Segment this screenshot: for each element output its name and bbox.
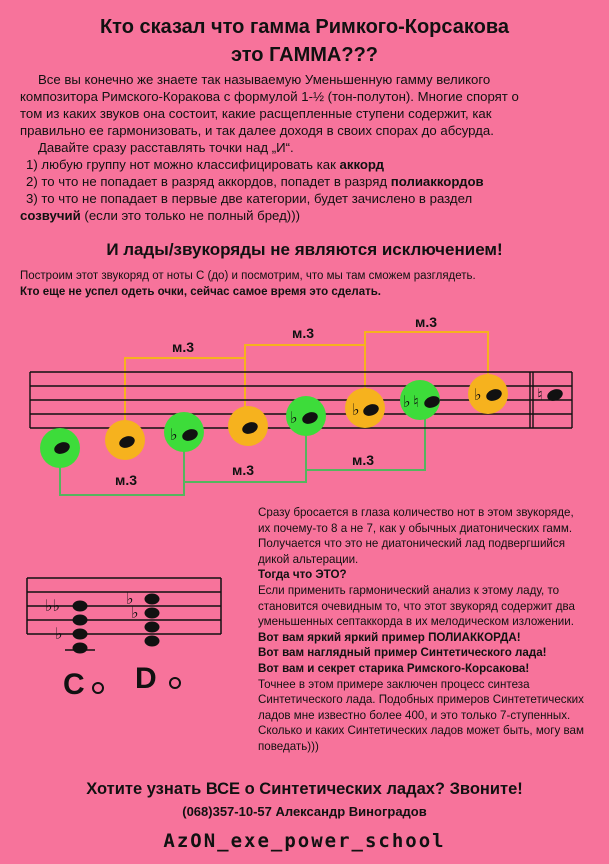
- chord-accidentals: [45, 589, 139, 643]
- intro-line: правильно ее гармонизовать, и так далее доходя в своих спорах до абсурда.: [20, 123, 494, 138]
- intro-block: [20, 71, 600, 224]
- intro-line: том из каких звуков она состоит, какие расщепленные ступени содержит, как: [20, 106, 492, 121]
- list-item-3-cont-text: (если это только не полный бред))): [80, 208, 300, 223]
- list-item-3-bold: созвучий: [20, 208, 81, 223]
- intro-line: Давайте сразу расставлять точки над „И“.: [38, 140, 294, 155]
- svg-text:♭: ♭: [352, 400, 360, 419]
- chord-c-label: C: [63, 668, 85, 701]
- analysis-exclamation-2: Вот вам наглядный пример Синтетического лада!: [258, 646, 547, 660]
- chord-c-noteheads: [73, 601, 88, 654]
- svg-text:♭: ♭: [131, 603, 139, 622]
- interval-label: м.3: [415, 314, 438, 330]
- svg-text:♮: ♮: [413, 392, 419, 411]
- scale-staff-diagram: [0, 300, 609, 510]
- list-item-2: [20, 173, 600, 190]
- svg-text:♮: ♮: [537, 385, 543, 404]
- svg-text:♭: ♭: [55, 624, 63, 643]
- interval-label: м.3: [172, 339, 195, 355]
- intro-line: композитора Римского-Коракова с формулой 1-½ (тон-полутон). Многие спорят о: [20, 89, 519, 104]
- svg-text:♭: ♭: [170, 425, 178, 444]
- analysis-exclamation-3: Вот вам и секрет старика Римского-Корсакова!: [258, 661, 530, 675]
- svg-text:♭: ♭: [474, 385, 482, 404]
- interval-label: м.3: [232, 462, 255, 478]
- svg-text:♭♭: ♭♭: [45, 596, 61, 615]
- intro-line: Все вы конечно же знаете так называемую Уменьшенную гамму великого: [38, 72, 491, 87]
- list-item-1-text: 1) любую группу нот можно классифицировать как: [26, 157, 340, 172]
- analysis-text: [258, 505, 588, 755]
- list-item-2-text: 2) то что не попадает в разряд аккордов, попадет в разряд: [26, 174, 391, 189]
- analysis-question: Тогда что ЭТО?: [258, 568, 347, 582]
- call-to-action: Хотите узнать ВСЕ о Синтетических ладах? Звоните!: [86, 780, 523, 798]
- contact-line: (068)357-10-57 Александр Виноградов: [182, 804, 427, 819]
- svg-text:♭: ♭: [290, 408, 298, 427]
- analysis-paragraph-1: Сразу бросается в глаза количество нот в этом звукоряде, их почему-то 8 а не 7, как у обычных диатонических гамм. Получается что это не диатонический лад подвергшийся дикой альтерации.: [258, 506, 574, 566]
- note-line-2: Кто еще не успел одеть очки, сейчас самое время это сделать.: [20, 286, 382, 298]
- svg-text:♭: ♭: [126, 589, 134, 608]
- list-item-3-cont: [20, 207, 600, 224]
- title-line-2: это ГАММА???: [230, 44, 379, 66]
- brand-logo-text: AzON_exe_power_school: [163, 830, 446, 852]
- interval-label: м.3: [352, 452, 375, 468]
- svg-text:♭: ♭: [403, 392, 411, 411]
- chord-staff-diagram: [25, 570, 225, 710]
- list-item-2-bold: полиаккордов: [390, 174, 484, 189]
- chord-d-label: D: [135, 662, 157, 695]
- list-item-3: 3) то что не попадает в первые две категории, будет зачислено в раздел: [26, 191, 473, 206]
- note-line-1: Построим этот звукоряд от ноты С (до) и посмотрим, что мы там сможем разглядеть.: [20, 270, 476, 282]
- interval-label: м.3: [115, 472, 138, 488]
- interval-label: м.3: [292, 325, 315, 341]
- analysis-exclamation-1: Вот вам яркий яркий пример ПОЛИАККОРДА!: [258, 630, 521, 644]
- list-item-1-bold: аккорд: [339, 157, 385, 172]
- section-heading: И лады/звукоряды не являются исключением!: [106, 240, 503, 259]
- analysis-paragraph-2: Если применить гармонический анализ к этому ладу, то становится очевидным то, что этот звукоряд содержит два уменьшенных септаккорда в их мелодическом изложении.: [258, 583, 575, 629]
- analysis-paragraph-3: Точнее в этом примере заключен процесс синтеза Синтетического лада. Подобных примеров Синтететических ладов мне известно более 400, и это только 7-ступенных. Сколько и каких Синтетических ладов может быть, могу вам поведать))): [258, 677, 584, 753]
- title-line-1: Кто сказал что гамма Римкого-Корсакова: [99, 16, 510, 38]
- list-item-1: [20, 156, 600, 173]
